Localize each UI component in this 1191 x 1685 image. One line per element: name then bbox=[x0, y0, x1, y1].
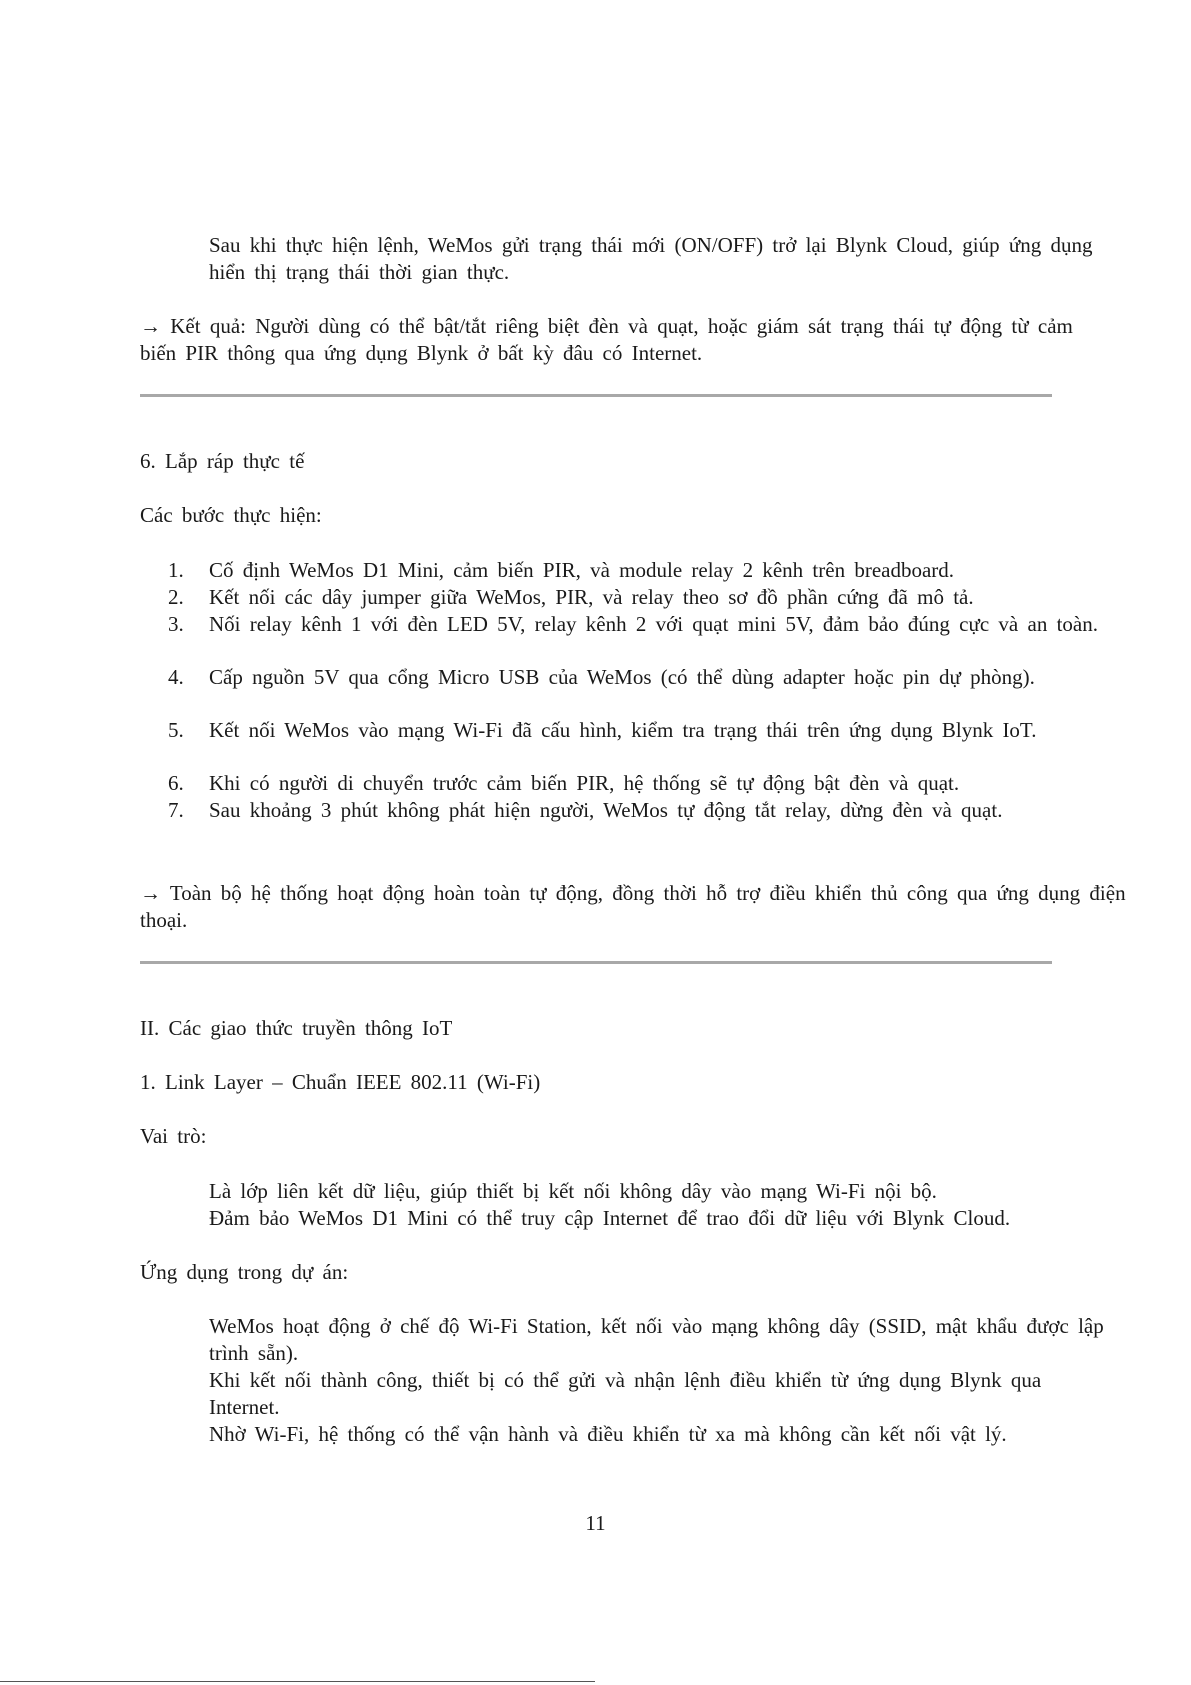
list-item bbox=[175, 1367, 1120, 1421]
list-item bbox=[175, 1421, 1135, 1448]
list-number: 3. bbox=[168, 612, 184, 636]
page-number: 11 bbox=[585, 1511, 606, 1535]
step-text: Nối relay kênh 1 với đèn LED 5V, relay kênh 2 với quạt mini 5V, đảm bảo đúng cực và an toàn. bbox=[209, 612, 1098, 636]
list-number: 6. bbox=[168, 771, 184, 795]
bullet-text: Nhờ Wi-Fi, hệ thống có thể vận hành và điều khiển từ xa mà không cần kết nối vật lý. bbox=[209, 1422, 1007, 1446]
result-paragraph: → Kết quả: Người dùng có thể bật/tắt riêng biệt đèn và quạt, hoặc giám sát trạng thái tự động từ cảm biến PIR thông qua ứng dụng Blynk ở bất kỳ đâu có Internet. bbox=[140, 314, 1073, 365]
step-text: Cấp nguồn 5V qua cổng Micro USB của WeMos (có thể dùng adapter hoặc pin dự phòng). bbox=[209, 665, 1035, 689]
step-text: Kết nối WeMos vào mạng Wi-Fi đã cấu hình, kiểm tra trạng thái trên ứng dụng Blynk IoT. bbox=[209, 718, 1037, 742]
list-item bbox=[175, 1205, 1135, 1232]
bullet-text: Sau khi thực hiện lệnh, WeMos gửi trạng thái mới (ON/OFF) trở lại Blynk Cloud, giúp ứng dụng hiển thị trạng thái thời gian thực. bbox=[209, 233, 1093, 284]
list-number: 7. bbox=[168, 798, 184, 822]
step-text: Cố định WeMos D1 Mini, cảm biến PIR, và module relay 2 kênh trên breadboard. bbox=[209, 558, 955, 582]
list-item bbox=[175, 232, 1135, 286]
step-text: Khi có người di chuyển trước cảm biến PIR, hệ thống sẽ tự động bật đèn và quạt. bbox=[209, 771, 960, 795]
subsection-heading: 1. Link Layer – Chuẩn IEEE 802.11 (Wi-Fi) bbox=[140, 1070, 541, 1094]
horizontal-rule bbox=[140, 961, 1052, 964]
bullet-text: Đảm bảo WeMos D1 Mini có thể truy cập Internet để trao đổi dữ liệu với Blynk Cloud. bbox=[209, 1206, 1011, 1230]
result-paragraph: → Toàn bộ hệ thống hoạt động hoàn toàn tự động, đồng thời hỗ trợ điều khiển thủ công qua ứng dụng điện thoại. bbox=[140, 881, 1126, 932]
step-text: Sau khoảng 3 phút không phát hiện người, WeMos tự động tắt relay, dừng đèn và quạt. bbox=[209, 798, 1003, 822]
bullet-text: Khi kết nối thành công, thiết bị có thể gửi và nhận lệnh điều khiển từ ứng dụng Blynk qua Internet. bbox=[209, 1368, 1042, 1419]
bullet-text: Là lớp liên kết dữ liệu, giúp thiết bị kết nối không dây vào mạng Wi-Fi nội bộ. bbox=[209, 1179, 937, 1203]
list-number: 4. bbox=[168, 665, 184, 689]
list-number: 2. bbox=[168, 585, 184, 609]
horizontal-rule bbox=[140, 394, 1052, 397]
list-number: 1. bbox=[168, 558, 184, 582]
application-heading: Ứng dụng trong dự án: bbox=[140, 1260, 349, 1284]
bullet-text: WeMos hoạt động ở chế độ Wi-Fi Station, kết nối vào mạng không dây (SSID, mật khẩu được lập trình sẵn). bbox=[209, 1314, 1104, 1365]
section-heading: 6. Lắp ráp thực tế bbox=[140, 449, 305, 473]
list-item bbox=[175, 1313, 1135, 1367]
footer-line bbox=[0, 1681, 595, 1682]
chapter-heading: II. Các giao thức truyền thông IoT bbox=[140, 1016, 453, 1040]
list-number: 5. bbox=[168, 718, 184, 742]
step-text: Kết nối các dây jumper giữa WeMos, PIR, và relay theo sơ đồ phần cứng đã mô tả. bbox=[209, 585, 974, 609]
list-item bbox=[175, 1178, 1135, 1205]
steps-heading: Các bước thực hiện: bbox=[140, 503, 322, 527]
role-heading: Vai trò: bbox=[140, 1124, 207, 1148]
